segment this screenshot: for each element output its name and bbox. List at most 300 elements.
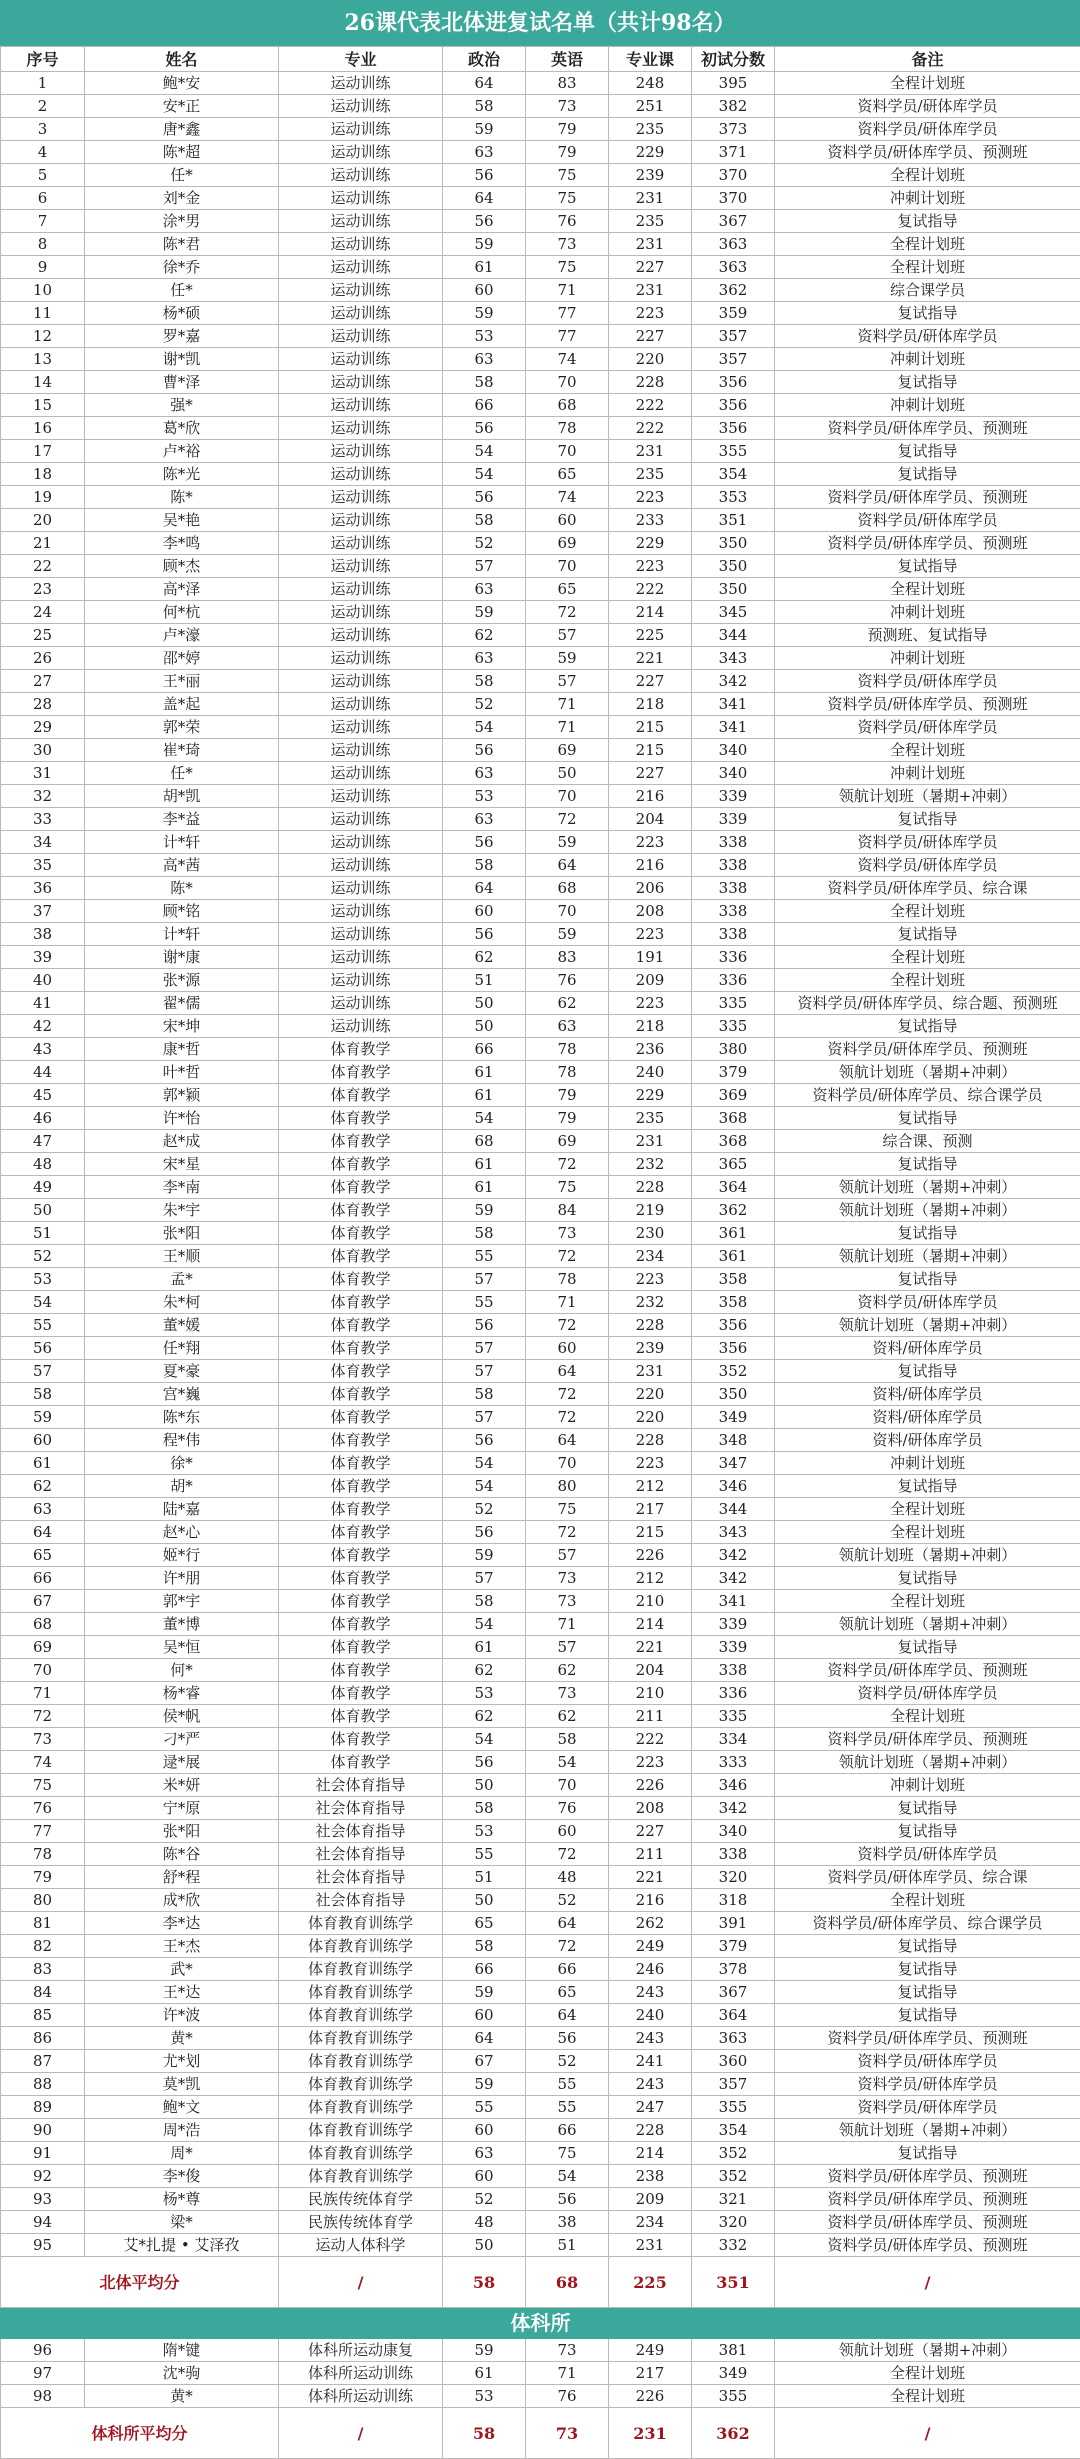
cell-note: 领航计划班（暑期+冲刺） (775, 2119, 1080, 2142)
cell-name: 周*浩 (85, 2119, 279, 2142)
table-row (1, 1245, 1080, 1268)
cell-course: 247 (609, 2096, 692, 2119)
cell-total: 338 (692, 831, 775, 854)
cell-index: 4 (1, 141, 85, 164)
cell-note: 预测班、复试指导 (775, 624, 1080, 647)
cell-note: 资料学员/研体库学员、综合课学员 (775, 1912, 1080, 1935)
cell-index: 16 (1, 417, 85, 440)
cell-major: 运动训练 (279, 877, 443, 900)
table-row (1, 2211, 1080, 2234)
cell-english: 65 (526, 578, 609, 601)
cell-total: 360 (692, 2050, 775, 2073)
cell-total: 357 (692, 2073, 775, 2096)
cell-total: 347 (692, 1452, 775, 1475)
cell-total: 345 (692, 601, 775, 624)
cell-total: 340 (692, 1820, 775, 1843)
cell-course: 243 (609, 1981, 692, 2004)
cell-index: 57 (1, 1360, 85, 1383)
cell-politics: 54 (443, 1107, 526, 1130)
cell-major: 运动人体科学 (279, 2234, 443, 2257)
cell-index: 5 (1, 164, 85, 187)
cell-english: 64 (526, 1912, 609, 1935)
cell-english: 72 (526, 1314, 609, 1337)
cell-politics: 59 (443, 601, 526, 624)
cell-course: 249 (609, 1935, 692, 1958)
cell-course: 231 (609, 1360, 692, 1383)
table-row (1, 785, 1080, 808)
table-row (1, 2385, 1080, 2408)
cell-course: 223 (609, 1268, 692, 1291)
col-header-note: 备注 (775, 47, 1080, 72)
cell-politics: 50 (443, 1889, 526, 1912)
cell-name: 康*哲 (85, 1038, 279, 1061)
cell-note: 复试指导 (775, 2004, 1080, 2027)
cell-index: 71 (1, 1682, 85, 1705)
cell-major: 体育教育训练学 (279, 2027, 443, 2050)
cell-total: 358 (692, 1291, 775, 1314)
cell-index: 51 (1, 1222, 85, 1245)
cell-major: 运动训练 (279, 785, 443, 808)
cell-english: 50 (526, 762, 609, 785)
cell-major: 运动训练 (279, 164, 443, 187)
cell-politics: 64 (443, 187, 526, 210)
cell-total: 370 (692, 187, 775, 210)
cell-total: 346 (692, 1774, 775, 1797)
cell-english: 74 (526, 486, 609, 509)
cell-name: 何* (85, 1659, 279, 1682)
cell-major: 社会体育指导 (279, 1797, 443, 1820)
cell-major: 体育教学 (279, 1314, 443, 1337)
cell-major: 体科所运动训练 (279, 2385, 443, 2408)
cell-index: 96 (1, 2339, 85, 2362)
table-row (1, 1820, 1080, 1843)
cell-index: 41 (1, 992, 85, 1015)
cell-english: 68 (526, 877, 609, 900)
cell-name: 夏*豪 (85, 1360, 279, 1383)
cell-name: 李*鸣 (85, 532, 279, 555)
cell-index: 86 (1, 2027, 85, 2050)
cell-english: 64 (526, 1360, 609, 1383)
cell-course: 222 (609, 394, 692, 417)
cell-politics: 52 (443, 693, 526, 716)
cell-politics: 53 (443, 1682, 526, 1705)
cell-name: 叶*哲 (85, 1061, 279, 1084)
table-row (1, 532, 1080, 555)
cell-name: 逯*展 (85, 1751, 279, 1774)
cell-course: 206 (609, 877, 692, 900)
cell-name: 陈* (85, 486, 279, 509)
cell-english: 71 (526, 693, 609, 716)
table-row (1, 2339, 1080, 2362)
institute-table-body (1, 2339, 1080, 2408)
cell-politics: 54 (443, 1728, 526, 1751)
cell-note: 资料学员/研体库学员、综合课 (775, 1866, 1080, 1889)
cell-name: 宁*原 (85, 1797, 279, 1820)
cell-course: 249 (609, 2339, 692, 2362)
cell-note: 资料学员/研体库学员、综合课 (775, 877, 1080, 900)
cell-politics: 56 (443, 486, 526, 509)
cell-politics: 63 (443, 808, 526, 831)
results-table (0, 46, 1080, 2459)
table-row (1, 164, 1080, 187)
cell-total: 357 (692, 348, 775, 371)
cell-total: 336 (692, 1682, 775, 1705)
cell-total: 356 (692, 417, 775, 440)
cell-index: 48 (1, 1153, 85, 1176)
table-row (1, 1751, 1080, 1774)
table-row (1, 1728, 1080, 1751)
cell-major: 体育教育训练学 (279, 1912, 443, 1935)
cell-english: 62 (526, 1659, 609, 1682)
average-label: 北体平均分 (1, 2257, 279, 2308)
table-row (1, 1935, 1080, 1958)
cell-name: 安*正 (85, 95, 279, 118)
section-title: 体科所 (1, 2308, 1080, 2339)
header-row (1, 47, 1080, 72)
cell-name: 黄* (85, 2027, 279, 2050)
cell-name: 胡* (85, 1475, 279, 1498)
table-row (1, 187, 1080, 210)
cell-course: 221 (609, 647, 692, 670)
cell-note: 资料学员/研体库学员、预测班 (775, 2234, 1080, 2257)
cell-politics: 57 (443, 1337, 526, 1360)
cell-index: 30 (1, 739, 85, 762)
cell-name: 张*源 (85, 969, 279, 992)
cell-name: 翟*儒 (85, 992, 279, 1015)
cell-major: 体育教学 (279, 1337, 443, 1360)
average-course: 225 (609, 2257, 692, 2308)
cell-course: 223 (609, 302, 692, 325)
cell-total: 344 (692, 1498, 775, 1521)
cell-politics: 52 (443, 532, 526, 555)
cell-name: 沈*驹 (85, 2362, 279, 2385)
cell-english: 59 (526, 923, 609, 946)
cell-name: 程*伟 (85, 1429, 279, 1452)
cell-total: 352 (692, 2142, 775, 2165)
cell-politics: 58 (443, 854, 526, 877)
cell-name: 杨*睿 (85, 1682, 279, 1705)
cell-politics: 63 (443, 647, 526, 670)
cell-politics: 62 (443, 1705, 526, 1728)
cell-note: 全程计划班 (775, 1498, 1080, 1521)
cell-index: 61 (1, 1452, 85, 1475)
cell-english: 55 (526, 2096, 609, 2119)
table-row (1, 1222, 1080, 1245)
cell-index: 29 (1, 716, 85, 739)
cell-name: 高*茜 (85, 854, 279, 877)
cell-course: 233 (609, 509, 692, 532)
cell-major: 体育教育训练学 (279, 2165, 443, 2188)
cell-course: 215 (609, 716, 692, 739)
cell-politics: 57 (443, 555, 526, 578)
cell-english: 62 (526, 1705, 609, 1728)
table-row (1, 1889, 1080, 1912)
cell-total: 349 (692, 2362, 775, 2385)
cell-major: 社会体育指导 (279, 1889, 443, 1912)
cell-major: 体科所运动训练 (279, 2362, 443, 2385)
cell-major: 运动训练 (279, 371, 443, 394)
cell-name: 郭*荣 (85, 716, 279, 739)
cell-note: 领航计划班（暑期+冲刺） (775, 1245, 1080, 1268)
cell-index: 68 (1, 1613, 85, 1636)
cell-course: 240 (609, 1061, 692, 1084)
table-row (1, 394, 1080, 417)
cell-index: 98 (1, 2385, 85, 2408)
cell-total: 338 (692, 854, 775, 877)
table-row (1, 1590, 1080, 1613)
cell-english: 71 (526, 1291, 609, 1314)
table-row (1, 141, 1080, 164)
cell-course: 222 (609, 1728, 692, 1751)
col-header-politics: 政治 (443, 47, 526, 72)
cell-note: 复试指导 (775, 1268, 1080, 1291)
cell-note: 复试指导 (775, 1567, 1080, 1590)
cell-english: 79 (526, 1084, 609, 1107)
table-row (1, 2188, 1080, 2211)
cell-politics: 56 (443, 1751, 526, 1774)
cell-course: 227 (609, 670, 692, 693)
cell-index: 11 (1, 302, 85, 325)
cell-note: 资料学员/研体库学员、综合题、预测班 (775, 992, 1080, 1015)
table-row (1, 1337, 1080, 1360)
cell-major: 体育教学 (279, 1521, 443, 1544)
cell-note: 资料学员/研体库学员 (775, 670, 1080, 693)
cell-english: 77 (526, 302, 609, 325)
cell-index: 8 (1, 233, 85, 256)
cell-name: 张*阳 (85, 1820, 279, 1843)
cell-major: 体育教学 (279, 1199, 443, 1222)
cell-note: 资料学员/研体库学员 (775, 509, 1080, 532)
cell-course: 239 (609, 164, 692, 187)
cell-politics: 63 (443, 2142, 526, 2165)
cell-major: 体育教学 (279, 1452, 443, 1475)
cell-english: 70 (526, 371, 609, 394)
cell-total: 332 (692, 2234, 775, 2257)
cell-total: 363 (692, 256, 775, 279)
cell-politics: 56 (443, 1429, 526, 1452)
table-row (1, 1981, 1080, 2004)
cell-english: 63 (526, 1015, 609, 1038)
cell-politics: 61 (443, 2362, 526, 2385)
cell-major: 体育教学 (279, 1682, 443, 1705)
cell-course: 217 (609, 1498, 692, 1521)
cell-english: 76 (526, 969, 609, 992)
main-table-body (1, 72, 1080, 2257)
cell-total: 361 (692, 1222, 775, 1245)
table-row (1, 1613, 1080, 1636)
table-row (1, 1958, 1080, 1981)
cell-english: 72 (526, 1245, 609, 1268)
cell-index: 54 (1, 1291, 85, 1314)
cell-index: 36 (1, 877, 85, 900)
cell-english: 75 (526, 164, 609, 187)
table-row (1, 210, 1080, 233)
cell-index: 63 (1, 1498, 85, 1521)
cell-politics: 54 (443, 440, 526, 463)
cell-index: 27 (1, 670, 85, 693)
cell-note: 领航计划班（暑期+冲刺） (775, 1544, 1080, 1567)
table-row (1, 647, 1080, 670)
cell-english: 52 (526, 2050, 609, 2073)
cell-note: 复试指导 (775, 1015, 1080, 1038)
cell-english: 73 (526, 95, 609, 118)
cell-note: 资料学员/研体库学员 (775, 2096, 1080, 2119)
cell-total: 339 (692, 785, 775, 808)
cell-major: 运动训练 (279, 118, 443, 141)
table-row (1, 2119, 1080, 2142)
cell-name: 王*达 (85, 1981, 279, 2004)
cell-politics: 51 (443, 969, 526, 992)
cell-note: 全程计划班 (775, 1521, 1080, 1544)
average-major: / (279, 2408, 443, 2459)
cell-index: 90 (1, 2119, 85, 2142)
average-section-1 (1, 2257, 1080, 2339)
table-row (1, 624, 1080, 647)
cell-note: 资料学员/研体库学员 (775, 1843, 1080, 1866)
table-row (1, 118, 1080, 141)
cell-index: 92 (1, 2165, 85, 2188)
cell-course: 228 (609, 371, 692, 394)
cell-major: 运动训练 (279, 509, 443, 532)
cell-english: 56 (526, 2027, 609, 2050)
cell-total: 355 (692, 2096, 775, 2119)
cell-total: 379 (692, 1061, 775, 1084)
cell-course: 226 (609, 2385, 692, 2408)
cell-index: 14 (1, 371, 85, 394)
cell-course: 223 (609, 992, 692, 1015)
cell-course: 214 (609, 601, 692, 624)
cell-english: 80 (526, 1475, 609, 1498)
table-row (1, 1038, 1080, 1061)
cell-note: 资料学员/研体库学员、预测班 (775, 2188, 1080, 2211)
cell-total: 318 (692, 1889, 775, 1912)
cell-note: 资料/研体库学员 (775, 1337, 1080, 1360)
cell-note: 复试指导 (775, 555, 1080, 578)
cell-politics: 54 (443, 1452, 526, 1475)
cell-note: 冲刺计划班 (775, 1774, 1080, 1797)
cell-index: 47 (1, 1130, 85, 1153)
cell-name: 任* (85, 762, 279, 785)
cell-note: 冲刺计划班 (775, 394, 1080, 417)
cell-course: 234 (609, 2211, 692, 2234)
cell-note: 复试指导 (775, 2142, 1080, 2165)
cell-politics: 60 (443, 2004, 526, 2027)
cell-english: 73 (526, 2339, 609, 2362)
cell-course: 218 (609, 1015, 692, 1038)
cell-course: 209 (609, 969, 692, 992)
cell-major: 运动训练 (279, 946, 443, 969)
average-note: / (775, 2257, 1080, 2308)
cell-politics: 64 (443, 2027, 526, 2050)
cell-total: 362 (692, 279, 775, 302)
cell-course: 236 (609, 1038, 692, 1061)
cell-note: 资料学员/研体库学员 (775, 831, 1080, 854)
cell-politics: 56 (443, 164, 526, 187)
cell-major: 运动训练 (279, 808, 443, 831)
cell-index: 70 (1, 1659, 85, 1682)
cell-politics: 66 (443, 1958, 526, 1981)
cell-english: 75 (526, 187, 609, 210)
table-row (1, 1912, 1080, 1935)
cell-name: 刁*严 (85, 1728, 279, 1751)
cell-total: 350 (692, 555, 775, 578)
cell-course: 223 (609, 486, 692, 509)
col-header-english: 英语 (526, 47, 609, 72)
cell-total: 335 (692, 1015, 775, 1038)
cell-total: 350 (692, 1383, 775, 1406)
cell-english: 83 (526, 946, 609, 969)
cell-course: 222 (609, 417, 692, 440)
cell-politics: 59 (443, 1199, 526, 1222)
table-row (1, 1130, 1080, 1153)
cell-english: 77 (526, 325, 609, 348)
cell-english: 38 (526, 2211, 609, 2234)
table-row (1, 1544, 1080, 1567)
cell-course: 221 (609, 1866, 692, 1889)
cell-politics: 56 (443, 210, 526, 233)
cell-index: 12 (1, 325, 85, 348)
table-row (1, 1176, 1080, 1199)
cell-total: 335 (692, 992, 775, 1015)
cell-major: 体育教育训练学 (279, 2050, 443, 2073)
cell-english: 76 (526, 210, 609, 233)
cell-name: 董*博 (85, 1613, 279, 1636)
table-row (1, 601, 1080, 624)
cell-course: 231 (609, 440, 692, 463)
cell-english: 69 (526, 739, 609, 762)
cell-politics: 53 (443, 325, 526, 348)
cell-name: 陆*嘉 (85, 1498, 279, 1521)
cell-politics: 59 (443, 2339, 526, 2362)
cell-index: 21 (1, 532, 85, 555)
cell-english: 72 (526, 601, 609, 624)
cell-course: 251 (609, 95, 692, 118)
cell-english: 73 (526, 1222, 609, 1245)
cell-total: 365 (692, 1153, 775, 1176)
cell-name: 莫*凯 (85, 2073, 279, 2096)
cell-note: 复试指导 (775, 1636, 1080, 1659)
cell-course: 220 (609, 348, 692, 371)
cell-english: 56 (526, 2188, 609, 2211)
cell-english: 72 (526, 1406, 609, 1429)
table-row (1, 1452, 1080, 1475)
cell-index: 56 (1, 1337, 85, 1360)
cell-note: 资料学员/研体库学员 (775, 2050, 1080, 2073)
cell-note: 资料学员/研体库学员 (775, 716, 1080, 739)
cell-politics: 59 (443, 302, 526, 325)
cell-major: 运动训练 (279, 256, 443, 279)
cell-course: 227 (609, 1820, 692, 1843)
cell-major: 运动训练 (279, 1015, 443, 1038)
cell-note: 冲刺计划班 (775, 1452, 1080, 1475)
cell-course: 223 (609, 831, 692, 854)
cell-major: 运动训练 (279, 716, 443, 739)
table-row (1, 1153, 1080, 1176)
table-row (1, 1360, 1080, 1383)
average-major: / (279, 2257, 443, 2308)
table-row (1, 1567, 1080, 1590)
cell-index: 59 (1, 1406, 85, 1429)
cell-note: 复试指导 (775, 1360, 1080, 1383)
cell-english: 83 (526, 72, 609, 95)
cell-english: 57 (526, 624, 609, 647)
cell-note: 复试指导 (775, 302, 1080, 325)
cell-note: 资料学员/研体库学员 (775, 95, 1080, 118)
cell-course: 220 (609, 1383, 692, 1406)
cell-english: 57 (526, 1636, 609, 1659)
cell-total: 333 (692, 1751, 775, 1774)
cell-note: 资料/研体库学员 (775, 1406, 1080, 1429)
